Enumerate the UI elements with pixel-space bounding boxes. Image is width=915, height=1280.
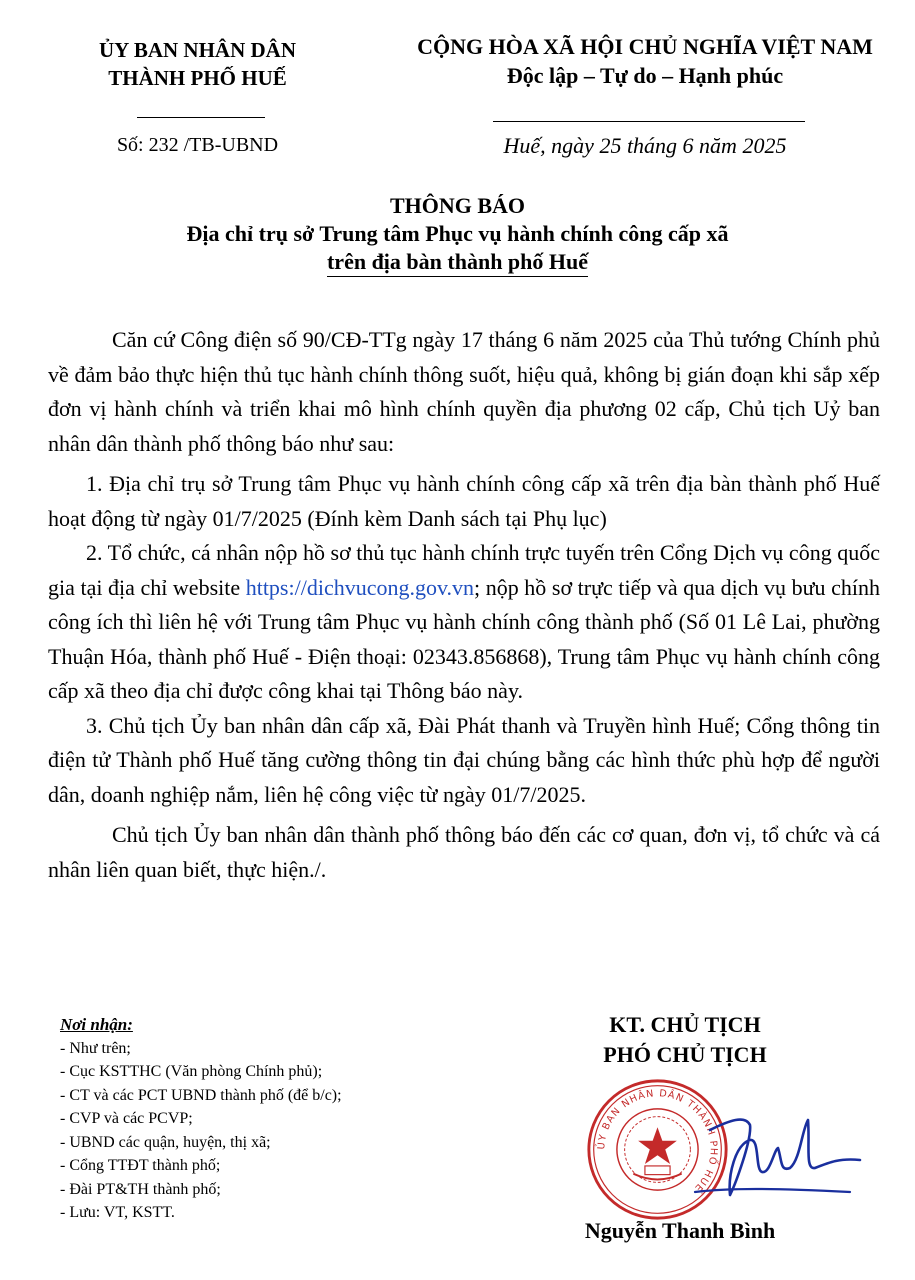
seal-text: ỦY BAN NHÂN DÂN THÀNH PHỐ HUẾ — [596, 1088, 719, 1195]
motto-divider — [493, 121, 805, 122]
title-subtitle-line2: trên địa bàn thành phố Huế — [327, 249, 588, 277]
issuer-block — [60, 36, 335, 92]
national-motto-line2: Độc lập – Tự do – Hạnh phúc — [506, 63, 784, 88]
closing-paragraph: Chủ tịch Ủy ban nhân dân thành phố thông báo đến các cơ quan, đơn vị, tổ chức và cá nhân liên quan biết, thực hiện./. — [48, 822, 880, 882]
issuer-line1: ỦY BAN NHÂN DÂN — [99, 38, 296, 62]
title-subtitle-line1: Địa chỉ trụ sở Trung tâm Phục vụ hành chính công cấp xã — [186, 221, 729, 246]
item-2-paragraph — [48, 536, 880, 709]
date-line: Huế, ngày 25 tháng 6 năm 2025 — [503, 133, 787, 158]
recipient-item: - CVP và các PCVP; — [60, 1110, 193, 1127]
title-main: THÔNG BÁO — [389, 193, 526, 218]
document-number: Số: 232 /TB-UBND — [116, 134, 279, 156]
intro-paragraph: Căn cứ Công điện số 90/CĐ-TTg ngày 17 tháng 6 năm 2025 của Thủ tướng Chính phủ về đảm bảo thực hiện thủ tục hành chính thông suốt, hiệu quả, không bị gián đoạn khi sắp xếp đơn vị hành chính và triển khai mô hình chính quyền địa phương 02 cấp, Chủ tịch Uỷ ban nhân dân thành phố thông báo như sau: — [48, 327, 880, 456]
signature-icon — [690, 1100, 870, 1210]
issuer-divider — [137, 117, 265, 118]
recipients-heading: Nơi nhận: — [60, 1015, 133, 1034]
recipient-item: - Đài PT&TH thành phố; — [60, 1180, 221, 1198]
recipient-item: - Cổng TTĐT thành phố; — [60, 1157, 221, 1174]
recipient-item: - Lưu: VT, KSTT. — [60, 1204, 175, 1221]
national-motto-line1: CỘNG HÒA XÃ HỘI CHỦ NGHĨA VIỆT NAM — [417, 34, 873, 59]
signer-title-line1: KT. CHỦ TỊCH — [609, 1012, 761, 1037]
signer-title-block — [560, 1010, 810, 1070]
item-2-text-before: 2. Tổ chức, cá nhân nộp hồ sơ thủ tục hành chính trực tuyến trên Cổng Dịch vụ công quốc gia tại địa chỉ website — [48, 540, 880, 600]
item-3-paragraph: 3. Chủ tịch Ủy ban nhân dân cấp xã, Đài Phát thanh và Truyền hình Huế; Cổng thông tin điện tử Thành phố Huế tăng cường thông tin đại chúng bằng các hình thức phù hợp để người dân, doanh nghiệp nắm, liên hệ công việc từ ngày 01/7/2025. — [48, 712, 880, 807]
recipient-item: - CT và các PCT UBND thành phố (để b/c); — [60, 1086, 342, 1104]
item-1-paragraph: 1. Địa chỉ trụ sở Trung tâm Phục vụ hành chính công cấp xã trên địa bàn thành phố Huế hoạt động từ ngày 01/7/2025 (Đính kèm Danh sách tại Phụ lục) — [48, 471, 880, 531]
recipients-block — [60, 1013, 490, 1225]
recipient-item: - UBND các quận, huyện, thị xã; — [60, 1133, 271, 1151]
issuer-line2: THÀNH PHỐ HUẾ — [108, 66, 287, 90]
document-title — [0, 192, 915, 276]
signer-title-line2: PHÓ CHỦ TỊCH — [603, 1042, 767, 1067]
recipient-item: - Cục KSTTHC (Văn phòng Chính phủ); — [60, 1063, 323, 1080]
national-header — [395, 32, 895, 90]
item-2-text-after: ; nộp hồ sơ trực tiếp và qua dịch vụ bưu chính công ích thì liên hệ với Trung tâm Phục vụ hành chính công thành phố (Số 01 Lê Lai, phường Thuận Hóa, thành phố Huế - Điện thoại: 02343.856868), Trung tâm Phục vụ hành chính công cấp xã theo địa chỉ được công khai tại Thông báo này. — [48, 574, 880, 703]
document-body — [48, 323, 880, 887]
signer-name: Nguyễn Thanh Bình — [584, 1218, 776, 1243]
recipient-item: - Như trên; — [60, 1039, 131, 1057]
dichvucong-link[interactable]: https://dichvucong.gov.vn — [245, 574, 475, 600]
